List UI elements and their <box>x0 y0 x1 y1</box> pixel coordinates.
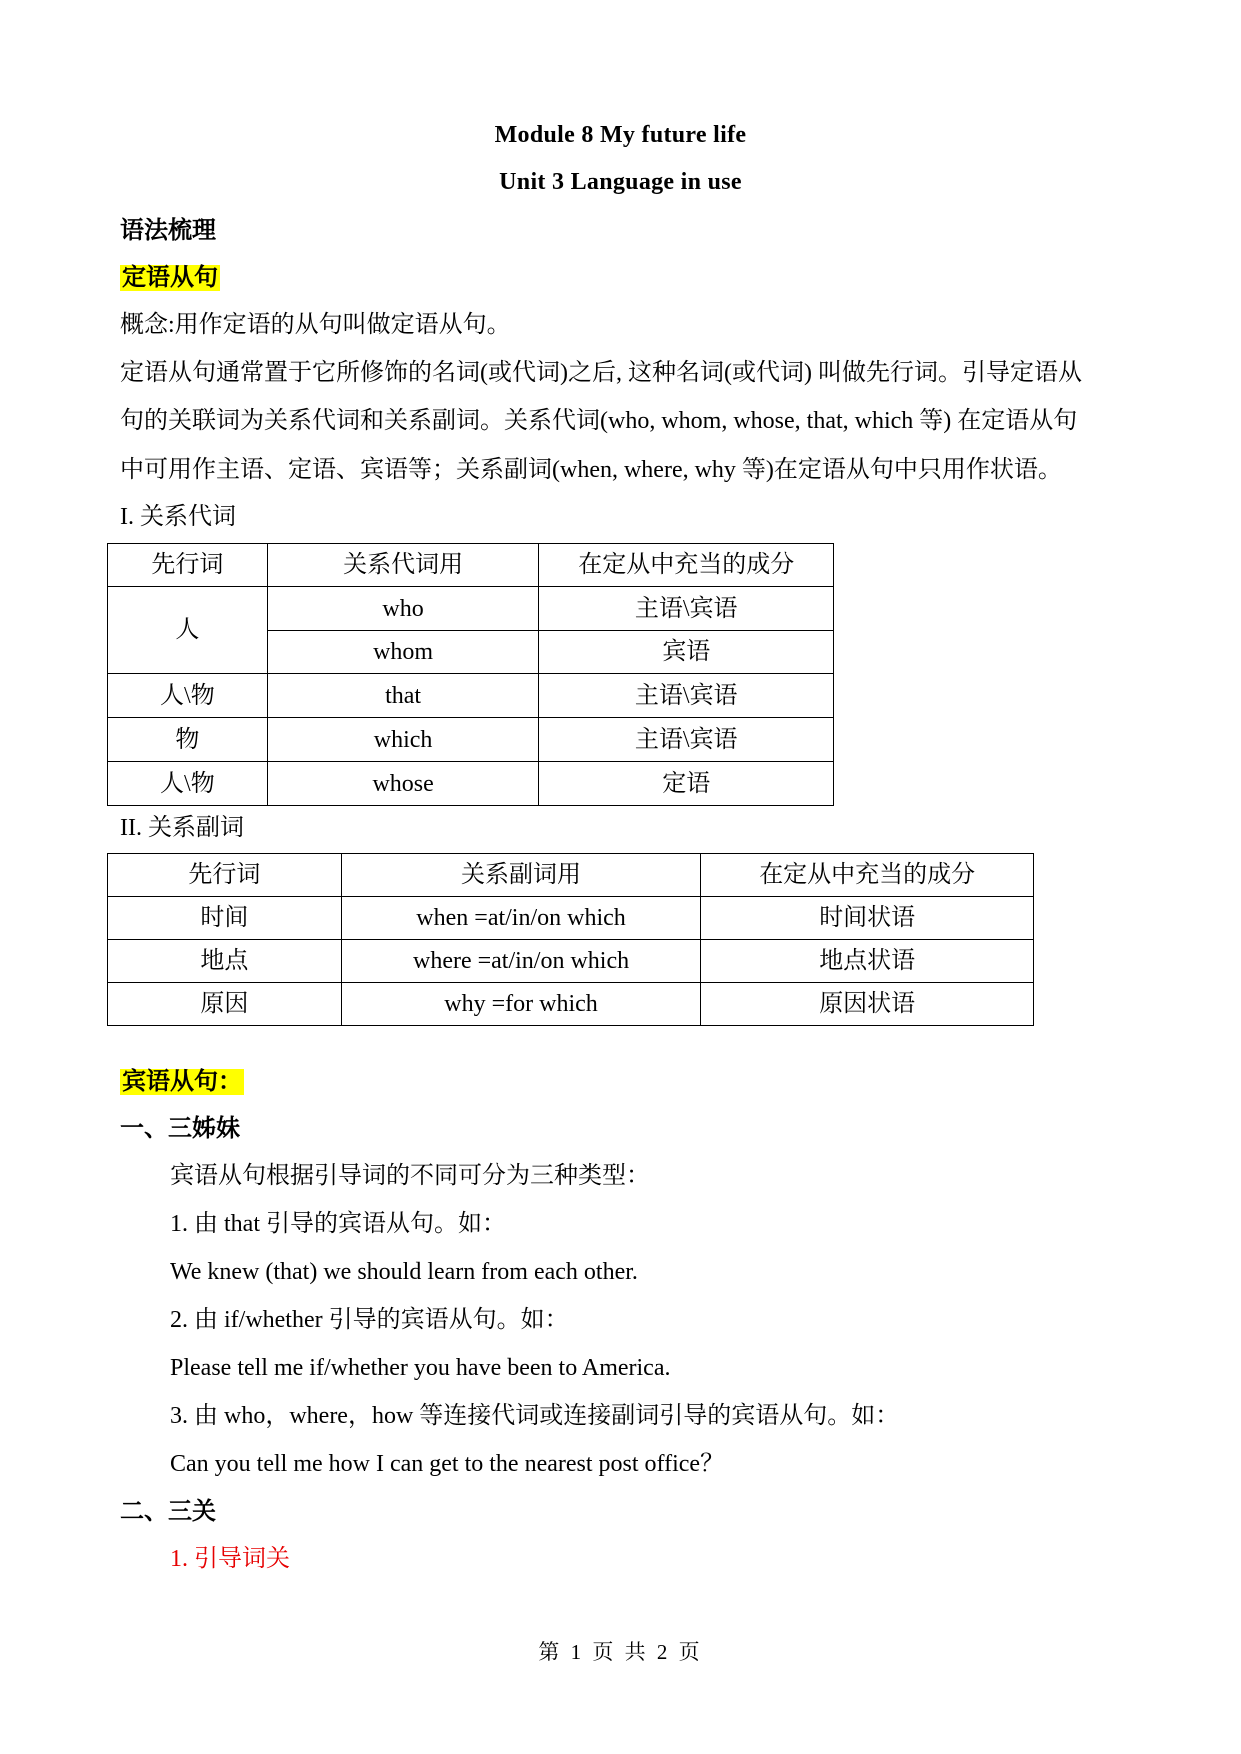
paragraph-line: 中可用作主语、定语、宾语等；关系副词(when, where, why 等)在定语从句中只用作状语。 <box>120 457 1062 483</box>
table-cell: 人 <box>108 587 268 674</box>
table-header-cell: 在定从中充当的成分 <box>701 854 1034 897</box>
type-item: 2. 由 if/whether 引导的宾语从句。如： <box>170 1307 569 1333</box>
table-cell: 原因 <box>108 983 342 1026</box>
table-header-cell: 先行词 <box>108 854 342 897</box>
table-cell: 主语\宾语 <box>539 674 834 718</box>
table-cell: when =at/in/on which <box>341 897 701 940</box>
table-header-cell: 关系代词用 <box>267 544 539 587</box>
highlighted-section-title: 宾语从句： <box>122 1069 242 1095</box>
table-cell: where =at/in/on which <box>341 940 701 983</box>
table-cell: which <box>267 718 539 762</box>
table-cell: 地点状语 <box>701 940 1034 983</box>
type-item: 1. 由 that 引导的宾语从句。如： <box>170 1211 506 1237</box>
table-cell: 原因状语 <box>701 983 1034 1026</box>
relative-pronoun-table <box>107 543 834 806</box>
table-header-cell: 在定从中充当的成分 <box>539 544 834 587</box>
table-header-cell: 关系副词用 <box>341 854 701 897</box>
table-cell: 人\物 <box>108 762 268 806</box>
table-row <box>108 762 834 806</box>
page-footer: 第 1 页 共 2 页 <box>538 1640 703 1664</box>
table-header-row <box>108 544 834 587</box>
table-cell: who <box>267 587 539 631</box>
table-row <box>108 718 834 762</box>
relative-adverb-table <box>107 853 1034 1026</box>
concept-text: 概念:用作定语的从句叫做定语从句。 <box>120 312 511 338</box>
table-cell: 地点 <box>108 940 342 983</box>
subsection-heading: 二、三关 <box>120 1499 216 1525</box>
intro-text: 宾语从句根据引导词的不同可分为三种类型： <box>170 1163 650 1189</box>
table-cell: 时间状语 <box>701 897 1034 940</box>
red-item: 1. 引导词关 <box>170 1546 290 1572</box>
paragraph-line: 定语从句通常置于它所修饰的名词(或代词)之后, 这种名词(或代词) 叫做先行词。引导定语从 <box>120 360 1082 386</box>
table-cell: why =for which <box>341 983 701 1026</box>
table-cell: 物 <box>108 718 268 762</box>
example-sentence: Please tell me if/whether you have been to America. <box>170 1355 671 1381</box>
table-cell: 人\物 <box>108 674 268 718</box>
table-row <box>108 983 1034 1026</box>
table-row <box>108 940 1034 983</box>
relative-pronoun-heading: I. 关系代词 <box>120 504 236 530</box>
table-cell: 主语\宾语 <box>539 587 834 631</box>
table-cell: whose <box>267 762 539 806</box>
grammar-heading: 语法梳理 <box>120 218 216 244</box>
highlighted-section-title: 定语从句 <box>122 265 218 291</box>
page-subtitle: Unit 3 Language in use <box>499 169 742 195</box>
type-item: 3. 由 who，where，how 等连接代词或连接副词引导的宾语从句。如： <box>170 1403 900 1429</box>
attributive-clause-title <box>120 263 220 293</box>
table-header-cell: 先行词 <box>108 544 268 587</box>
table-cell: 时间 <box>108 897 342 940</box>
table-header-row <box>108 854 1034 897</box>
table-cell: 定语 <box>539 762 834 806</box>
page-title: Module 8 My future life <box>494 122 747 148</box>
table-row <box>108 587 834 631</box>
example-sentence: We knew (that) we should learn from each other. <box>170 1259 638 1285</box>
object-clause-title <box>120 1067 244 1097</box>
table-cell: that <box>267 674 539 718</box>
example-sentence: Can you tell me how I can get to the nearest post office？ <box>170 1451 725 1477</box>
table-cell: 宾语 <box>539 631 834 674</box>
subsection-heading: 一、三姊妹 <box>120 1116 240 1142</box>
relative-adverb-heading: II. 关系副词 <box>120 815 244 841</box>
table-row <box>108 897 1034 940</box>
table-row <box>108 674 834 718</box>
table-cell: 主语\宾语 <box>539 718 834 762</box>
table-cell: whom <box>267 631 539 674</box>
paragraph-line: 句的关联词为关系代词和关系副词。关系代词(who, whom, whose, that, which 等) 在定语从句 <box>120 408 1078 434</box>
